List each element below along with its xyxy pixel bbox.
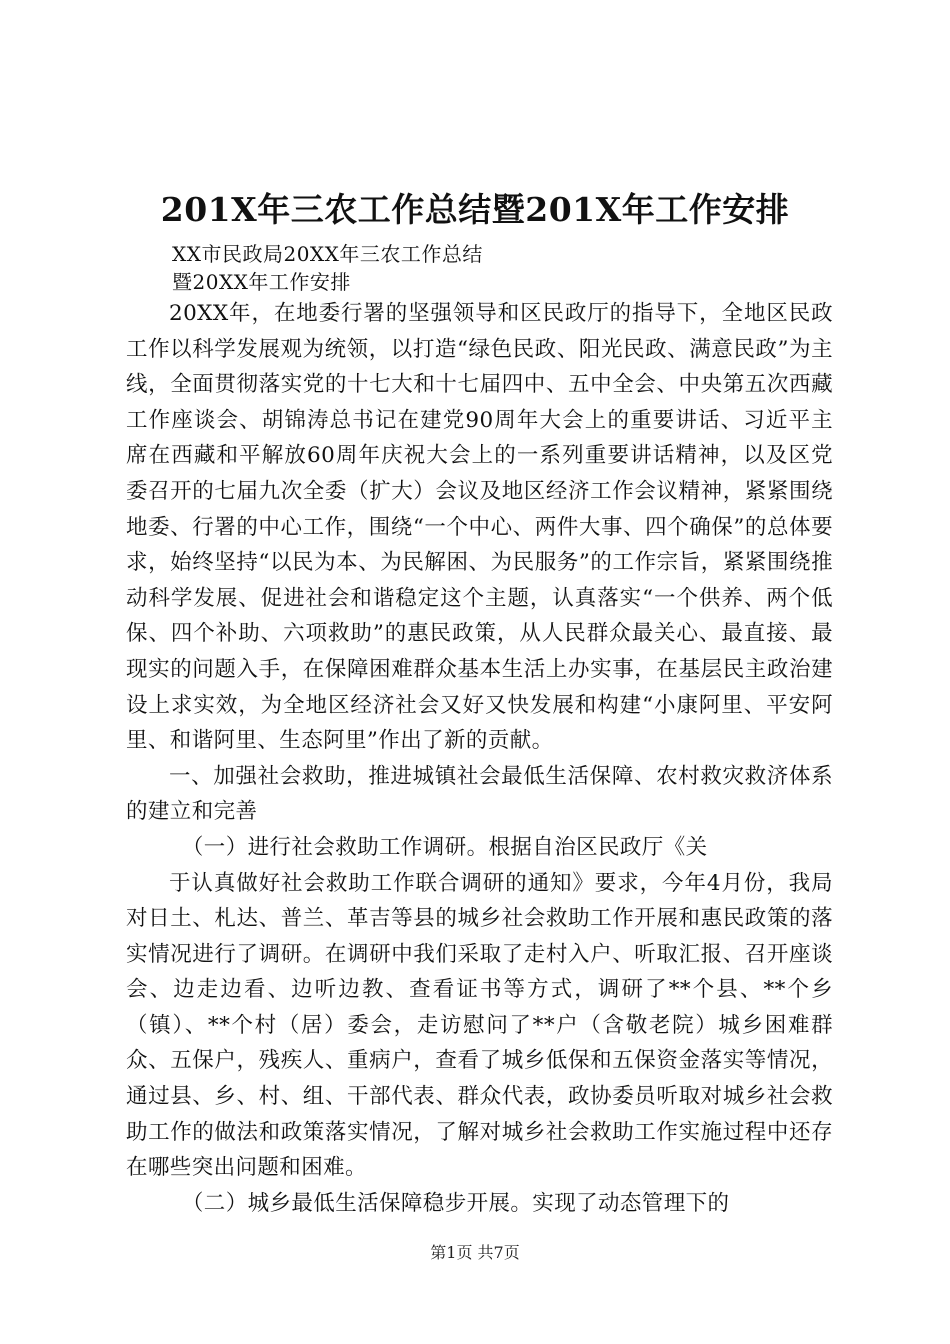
document-title: 201X年三农工作总结暨201X年工作安排 bbox=[160, 190, 790, 229]
paragraph-intro: 20XX年，在地委行署的坚强领导和区民政厅的指导下，全地区民政工作以科学发展观为统领，以打造“绿色民政、阳光民政、满意民政”为主线，全面贯彻落实党的十七大和十七届四中、五中全会、中央第五次西藏工作座谈会、胡锦涛总书记在建党90周年大会上的重要讲话、习近平主席在西藏和平解放60周年庆祝大会上的一系列重要讲话精神，以及区党委召开的七届九次全委（扩大）会议及地区经济工作会议精神，紧紧围绕地委、行署的中心工作，围绕“一个中心、两件大事、四个确保”的总体要求，始终坚持“以民为本、为民解困、为民服务”的工作宗旨，紧紧围绕推动科学发展、促进社会和谐稳定这个主题，认真落实“一个供养、两个低保、四个补助、六项救助”的惠民政策，从人民群众最关心、最直接、最现实的问题入手，在保障困难群众基本生活上办实事，在基层民主政治建设上求实效，为全地区经济社会又好又快发展和构建“小康阿里、平安阿里、和谐阿里、生态阿里”作出了新的贡献。 bbox=[126, 301, 833, 754]
paragraph-subsection-1-heading: （一）进行社会救助工作调研。根据自治区民政厅《关 bbox=[181, 834, 708, 860]
paragraph-section-1-heading: 一、加强社会救助，推进城镇社会最低生活保障、农村救灾救济体系的建立和完善 bbox=[126, 763, 833, 825]
paragraph-subsection-1-body: 于认真做好社会救助工作联合调研的通知》要求，今年4月份，我局对日土、札达、普兰、革吉等县的城乡社会救助工作开展和惠民政策的落实情况进行了调研。在调研中我们采取了走村入户、听取汇报、召开座谈会、边走边看、边听边教、查看证书等方式，调研了**个县、**个乡（镇）、**个村（居）委会，走访慰问了**户（含敬老院）城乡困难群众、五保户，残疾人、重病户，查看了城乡低保和五保资金落实等情况，通过县、乡、村、组、干部代表、群众代表，政协委员听取对城乡社会救助工作的做法和政策落实情况，了解对城乡社会救助工作实施过程中还存在哪些突出问题和困难。 bbox=[126, 870, 833, 1181]
paragraph-subsection-2-heading: （二）城乡最低生活保障稳步开展。实现了动态管理下的 bbox=[181, 1190, 730, 1216]
subtitle-line-2: 暨20XX年工作安排 bbox=[172, 270, 351, 294]
page-footer: 第1页 共7页 bbox=[430, 1243, 520, 1262]
document-body bbox=[126, 296, 833, 1221]
subtitle-line-1: XX市民政局20XX年三农工作总结 bbox=[172, 242, 483, 266]
